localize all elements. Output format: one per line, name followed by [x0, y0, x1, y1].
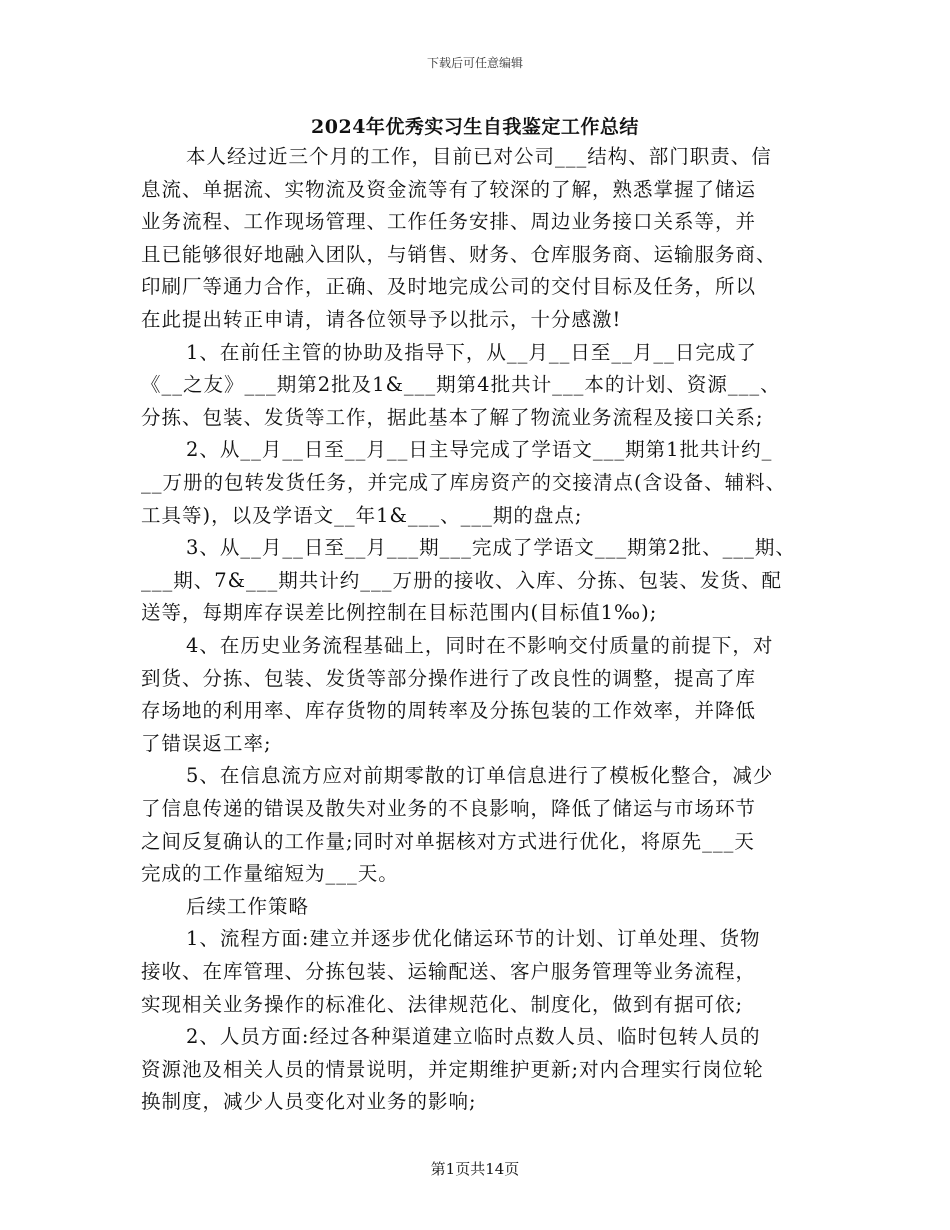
body-line: 后续工作策略	[186, 894, 310, 918]
body-line: 业务流程、工作现场管理、工作任务安排、周边业务接口关系等，并	[141, 210, 757, 234]
body-line: 分拣、包装、发货等工作，据此基本了解了物流业务流程及接口关系;	[141, 405, 764, 429]
body-line: 在此提出转正申请，请各位领导予以批示，十分感激!	[141, 308, 622, 331]
body-line: 实现相关业务操作的标准化、法律规范化、制度化，做到有据可依;	[141, 992, 744, 1016]
body-line: 1、在前任主管的协助及指导下，从__月__日至__月__日完成了	[186, 340, 757, 364]
body-line: 1、流程方面:建立并逐步优化储运环节的计划、订单处理、货物	[186, 927, 761, 951]
body-line: __万册的包转发货任务，并完成了库房资产的交接清点(含设备、辅料、	[141, 471, 787, 494]
body-line: 4、在历史业务流程基础上，同时在不影响交付质量的前提下，对	[186, 634, 774, 657]
body-line: 了信息传递的错误及散失对业务的不良影响，降低了储运与市场环节	[141, 797, 757, 820]
header-note: 下载后可任意编辑	[426, 56, 523, 70]
body-line: 送等，每期库存误差比例控制在目标范围内(目标值1‰);	[141, 601, 658, 625]
body-line: 印刷厂等通力合作，正确、及时地完成公司的交付目标及任务，所以	[141, 275, 757, 299]
body-line: ___期、7&___期共计约___万册的接收、入库、分拣、包装、发货、配	[141, 568, 783, 592]
body-line: 2、从__月__日至__月__日主导完成了学语文___期第1批共计约_	[186, 438, 773, 462]
body-line: 2、人员方面:经过各种渠道建立临时点数人员、临时包转人员的	[186, 1025, 761, 1049]
body-line: 完成的工作量缩短为___天。	[141, 862, 399, 886]
body-line: 且已能够很好地融入团队，与销售、财务、仓库服务商、运输服务商、	[141, 242, 777, 266]
body-line: 接收、在库管理、分拣包装、运输配送、客户服务管理等业务流程，	[141, 960, 757, 983]
body-line: 《__之友》___期第2批及1&___期第4批共计___本的计划、资源___、	[141, 373, 781, 397]
body-line: 资源池及相关人员的情景说明，并定期维护更新;对内合理实行岗位轮	[141, 1057, 764, 1081]
body-line: 5、在信息流方应对前期零散的订单信息进行了模板化整合，减少	[186, 764, 774, 788]
body-line: 了错误返工率;	[141, 731, 272, 755]
body-line: 存场地的利用率、库存货物的周转率及分拣包装的工作效率，并降低	[141, 699, 757, 723]
body-line: 到货、分拣、包装、发货等部分操作进行了改良性的调整，提高了库	[141, 666, 757, 690]
body-line: 换制度，减少人员变化对业务的影响;	[141, 1090, 477, 1114]
body-line: 3、从__月__日至__月___期___完成了学语文___期第2批、___期、	[186, 536, 796, 560]
body-line: 本人经过近三个月的工作，目前已对公司___结构、部门职责、信	[186, 145, 772, 168]
page-footer: 第1页共14页	[430, 1160, 520, 1178]
body-line: 之间反复确认的工作量;同时对单据核对方式进行优化，将原先___天	[141, 829, 755, 853]
document-title: 2024年优秀实习生自我鉴定工作总结	[311, 116, 639, 138]
body-line: 工具等)，以及学语文__年1&___、___期的盘点;	[141, 503, 583, 527]
body-line: 息流、单据流、实物流及资金流等有了较深的了解，熟悉掌握了储运	[141, 177, 757, 201]
